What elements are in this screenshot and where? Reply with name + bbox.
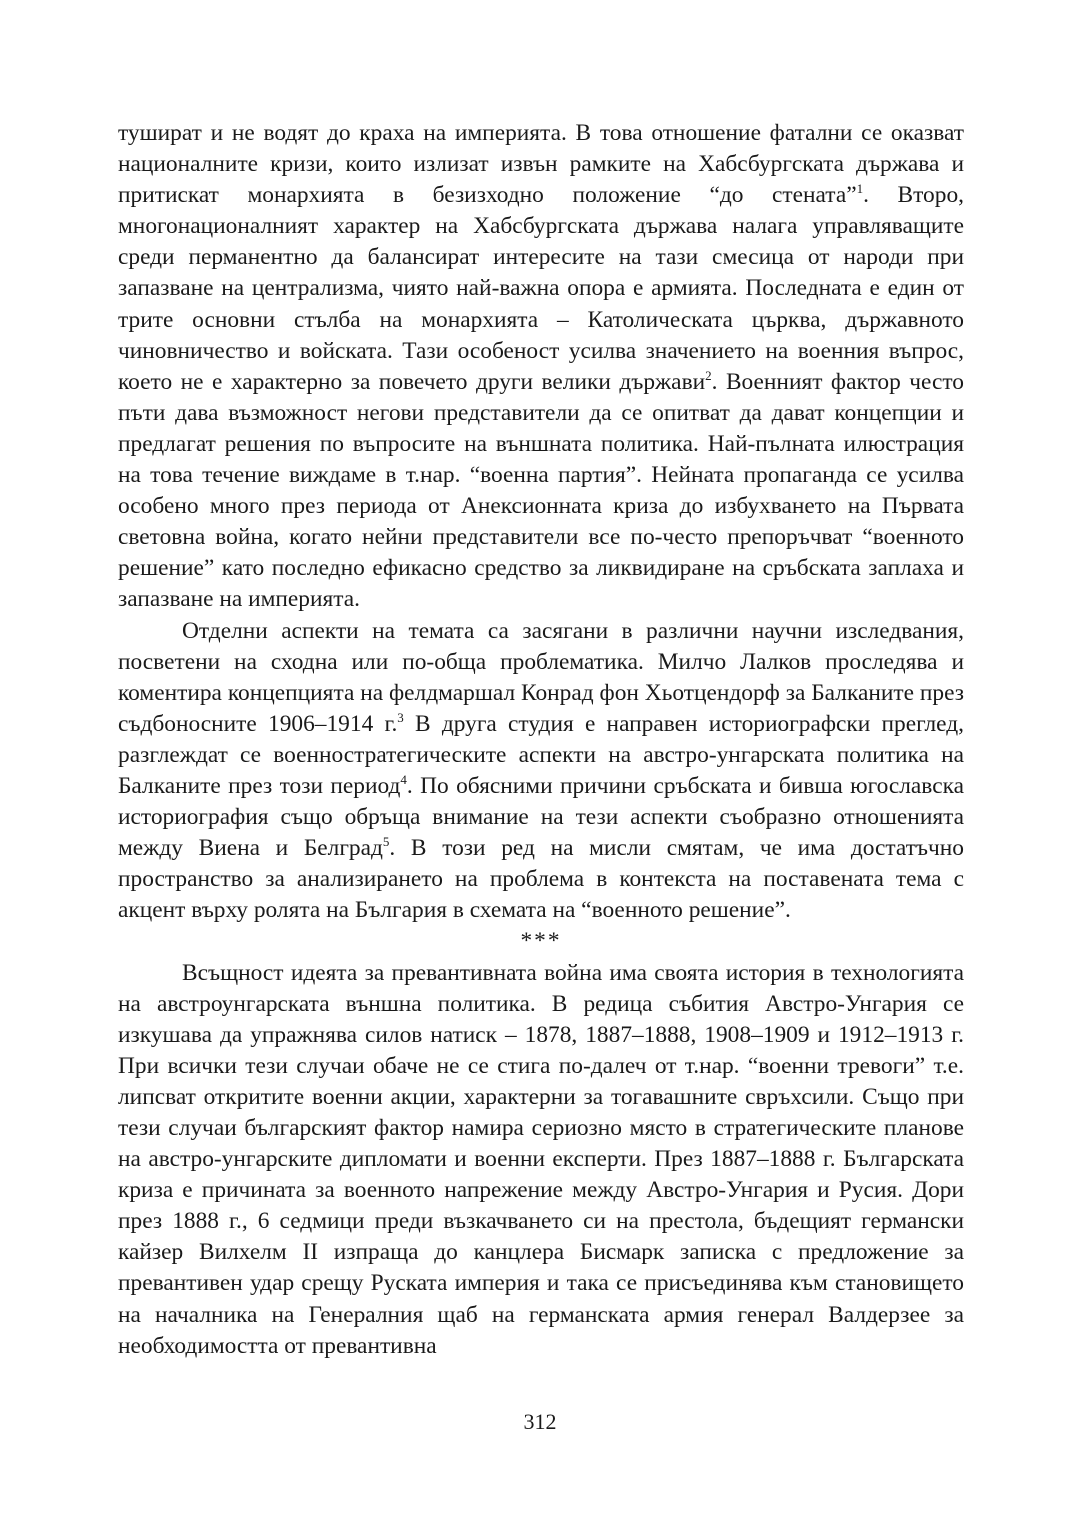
footnote-ref-3[interactable]: 3 [397,709,404,725]
footnote-ref-4[interactable]: 4 [400,771,407,787]
footnote-ref-2[interactable]: 2 [705,367,712,383]
footnote-ref-5[interactable]: 5 [382,834,390,850]
section-separator: *** [520,928,562,955]
footnote-ref-1[interactable]: 1 [856,181,864,197]
paragraph-3: Всъщност идеята за превантивната война има своята история в технологията на австроунгарската външна политика. В редица събития Австро-Унгария се изкушава да упражнява силов натиск – 1878, 1887–1888, 1908–1909 и 1912–1913 г. При всички тези случаи обаче не се стига по-далеч от т.нар. “военни тревоги” т.е. липсват откритите военни акции, характерни за тогавашните свръхсили. Също при тези случаи българският фактор намира сериозно място в стратегическите планове на австро-унгарските дипломати и военни експерти. През 1887–1888 г. Българската криза е причината за военното напрежение между Австро-Унгария и Русия. Дори през 1888 г., 6 седмици преди възкачването си на престола, бъдещият германски кайзер Вилхелм II изпраща до канцлера Бисмарк записка с предложение за превантивен удар срещу Руската империя и така се присъединява към становището на началника на Генералния щаб на германската армия генерал Валдерзее за необходимостта от превантивна [118,959,964,1359]
body-text [118,118,964,1362]
paragraph-1: тушират и не водят до краха на империята. В това отношение фатални се оказват националните кризи, които излизат извън рамките на Хабсбургската държава и притискат монархията в безизходно положение “до стената”$^1$. Второ, многонационалният характер на Хабсбургската държава налага управляващите среди перманентно да балансират интересите на тази смесица от народи при запазване на централизма, чиято най-важна опора е армията. Последната е един от трите основни стълба на монархията – Католическата църква, държавното чиновничество и войската. Тази особеност усилва значението на военния въпрос, което не е характерно за повечето други велики държави$^2$. Военният фактор често пъти дава възможност негови представители да се опитват да дават концепции и предлагат решения по въпросите на външната политика. Най-пълната илюстрация на това течение виждаме в т.нар. “военна партия”. Нейната пропаганда се усилва особено много през периода от Анексионната криза до избухването на Първата световна война, когато нейни представители все по-често препоръчват “военното решение” като последно ефикасно средство за ликвидиране на сръбската заплаха и запазване на империята. [118,120,965,613]
paragraph-2: Отделни аспекти на темата са засягани в различни научни изследвания, посветени на сходна или по-обща проблематика. Милчо Лалков проследява и коментира концепцията на фелдмаршал Конрад фон Хьотцендорф за Балканите през съдбоносните 1906–1914 г.$^3$ В друга студия е направен историографски преглед, разглеждат се военностратегическите аспекти на австро-унгарската политика на Балканите през този период$^4$. По обясними причини сръбската и бивша югославска историография също обръща внимание на тези аспекти съобразно отношенията между Виена и Белград$^5$. В този ред на мисли смятам, че има достатъчно пространство за анализирането на проблема в контекста на поставената тема с акцент върху ролята на България в схемата на “военното решение”. [118,617,964,924]
page-number: 312 [523,1409,557,1434]
